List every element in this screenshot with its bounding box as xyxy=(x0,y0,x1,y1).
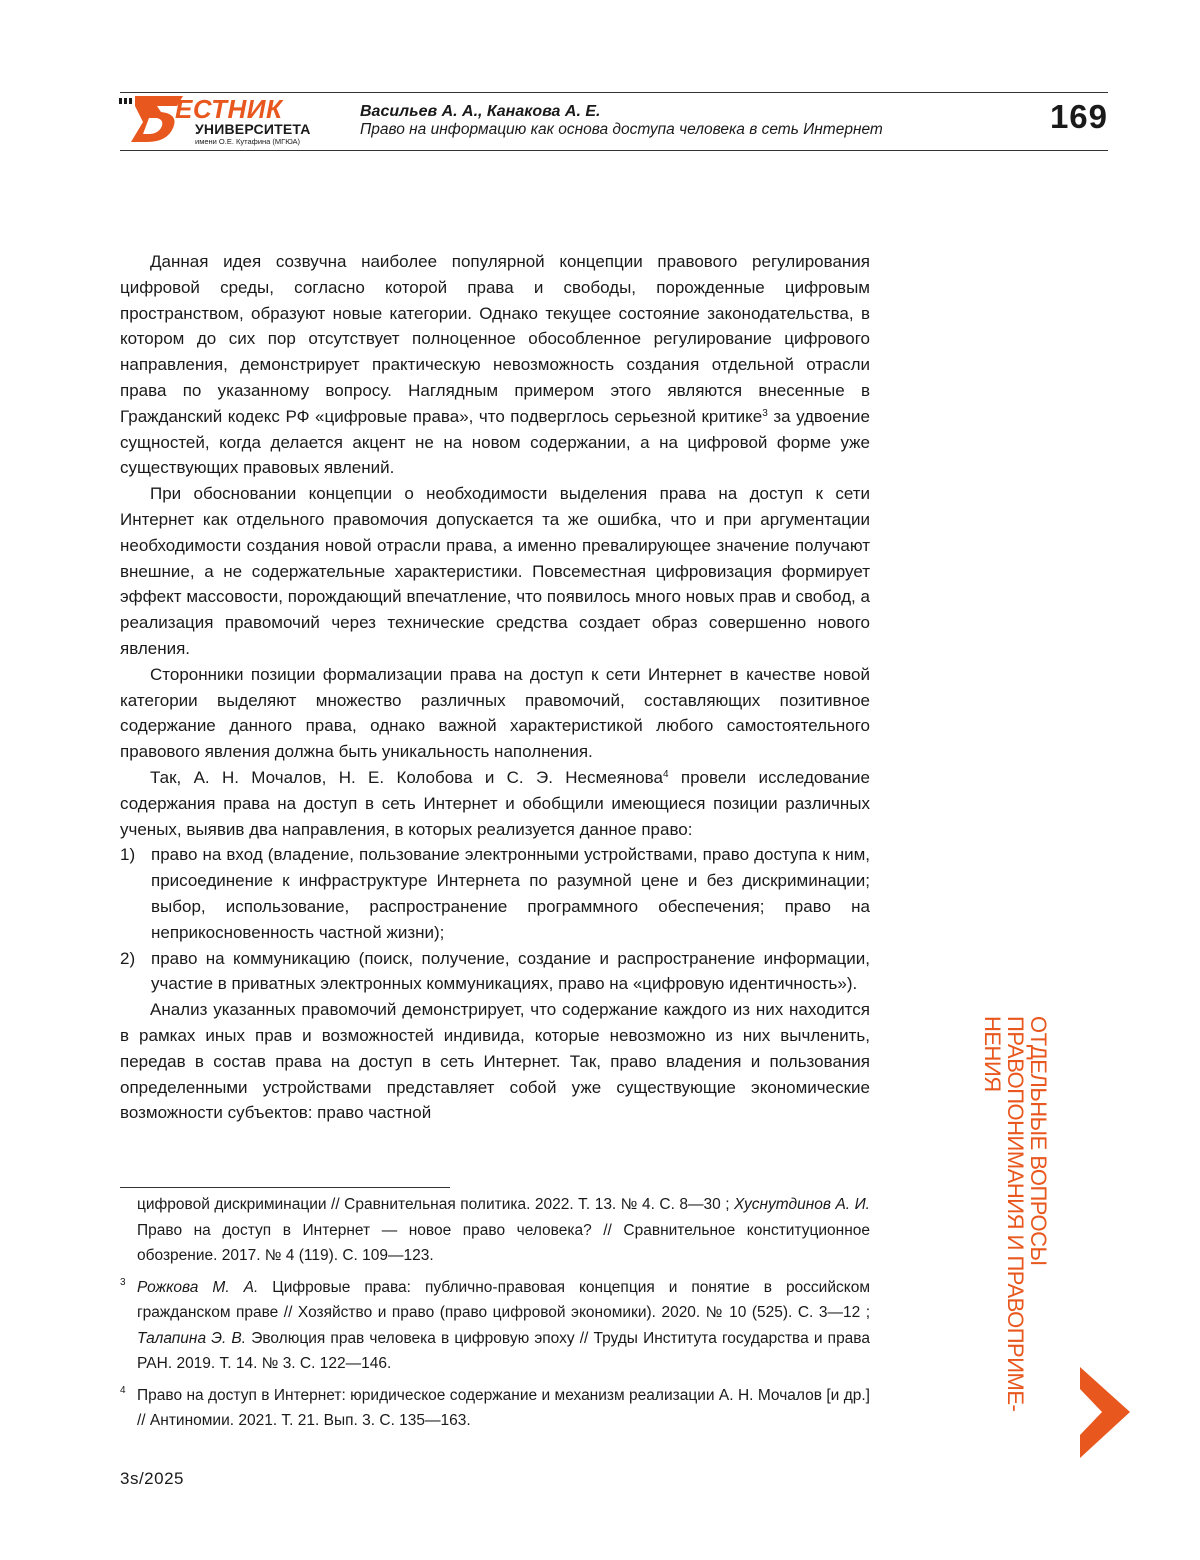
footnotes xyxy=(120,1192,870,1440)
footnote-separator xyxy=(120,1187,450,1188)
section-rubric xyxy=(980,1016,1051,1421)
issue-number: 3s/2025 xyxy=(120,1469,184,1488)
paragraph-1: Данная идея созвучна наиболее популярной концепции правового регулирования цифровой среды, согласно которой права и свободы, порожденные цифровым пространством, образуют новые категории. Однако текущее состояние законодательства, в котором до сих пор отсутствует полноценное обособленное регулирование цифрового направления, демонстрирует практическую невозможность создания отдельной отрасли права по указанному вопросу. Наглядным примером этого являются внесенные в Гражданский кодекс РФ «цифровые права», что подверглось серьезной критике$^3$ за удвоение сущностей, когда делается акцент не на новом содержании, а на цифровой форме уже существующих правовых явлений. xyxy=(120,252,871,478)
running-head-authors: Васильев А. А., Канакова А. Е. xyxy=(360,103,601,120)
paragraph-3: Сторонники позиции формализации права на доступ к сети Интернет в качестве новой категории выделяют множество различных правомочий, составляющих позитивное содержание данного права, однако важной характеристикой любого самостоятельного правового явления должна быть уникальность наполнения. xyxy=(120,664,870,762)
footnote-ref-3[interactable]: 3 xyxy=(762,407,768,419)
page-number: 169 xyxy=(1049,98,1108,135)
list-item: 1) право на вход (владение, пользование электронными устройствами, право доступа к ним, присоединение к инфраструктуре Интернета по разумной цене и без дискриминации; выбор, использование, распространение программного обеспечения; право на неприкосновенность частной жизни); xyxy=(120,845,870,942)
paragraph-2: При обосновании концепции о необходимости выделения права на доступ к сети Интернет как отдельного правомочия допускается та же ошибка, что и при аргументации необходимости создания новой отрасли права, а именно превалирующее значение получают внешние, а не содержательные характеристики. Повсеместная цифровизация формирует эффект массовости, порождающий впечатление, что появилось много новых прав и свобод, а реализация правомочий через технические средства создает образ совершенно нового явления. xyxy=(120,484,870,658)
logo-subtitle: УНИВЕРСИТЕТА xyxy=(195,121,311,137)
article-body xyxy=(120,249,870,1126)
footnote-3: 3 Рожкова М. А. Цифровые права: публично-правовая концепция и понятие в российском гражданском праве // Хозяйство и право (право цифровой экономики). 2020. № 10 (525). С. 3—12 ; Талапина Э. В. Эволюция прав человека в цифровую эпоху // Труды Института государства и права РАН. 2019. Т. 14. № 3. С. 122—146. xyxy=(120,1276,870,1372)
paragraph-4: Так, А. Н. Мочалов, Н. Е. Колобова и С. Э. Несмеянова$^4$ провели исследование содержания права на доступ в сеть Интернет и обобщили имеющиеся позиции различных ученых, выявив два направления, в которых реализуется данное право: xyxy=(120,767,870,839)
rubric-line-1: ОТДЕЛЬНЫЕ ВОПРОСЫ xyxy=(1026,1016,1051,1266)
footnote-continued: цифровой дискриминации // Сравнительная политика. 2022. Т. 13. № 4. С. 8—30 ; Хуснутдинов А. И. Право на доступ в Интернет — новое право человека? // Сравнительное конституционное обозрение. 2017. № 4 (119). С. 109—123. xyxy=(137,1196,870,1264)
arrow-right-icon xyxy=(1062,1365,1132,1460)
running-head-title: Право на информацию как основа доступа человека в сеть Интернет xyxy=(360,121,883,138)
list-item: 2) право на коммуникацию (поиск, получение, создание и распространение информации, участие в приватных электронных коммуникациях, право на «цифровую идентичность»). xyxy=(120,948,870,994)
header-rule-bottom xyxy=(120,150,1108,151)
rubric-line-2: ПРАВОПОНИМАНИЯ И ПРАВОПРИМЕ- xyxy=(1003,1016,1028,1412)
rubric-line-3: НЕНИЯ xyxy=(980,1016,1005,1092)
rights-list xyxy=(120,842,870,997)
logo-title: ЕСТНИК xyxy=(175,94,283,124)
journal-logo xyxy=(117,92,322,150)
footnote-ref-4[interactable]: 4 xyxy=(662,768,669,780)
logo-caption: имени О.Е. Кутафина (МГЮА) xyxy=(195,137,301,146)
paragraph-5: Анализ указанных правомочий демонстрирует, что содержание каждого из них находится в рамках иных прав и возможностей индивида, которые невозможно из них вычленить, передав в состав права на доступ в сеть Интернет. Так, право владения и пользования определенными устройствами представляет собой уже существующие экономические возможности субъектов: право частной xyxy=(120,1000,870,1123)
footnote-4: 4 Право на доступ в Интернет: юридическое содержание и механизм реализации А. Н. Мочалов [и др.] // Антиномии. 2021. Т. 21. Вып. 3. С. 135—163. xyxy=(120,1384,870,1429)
